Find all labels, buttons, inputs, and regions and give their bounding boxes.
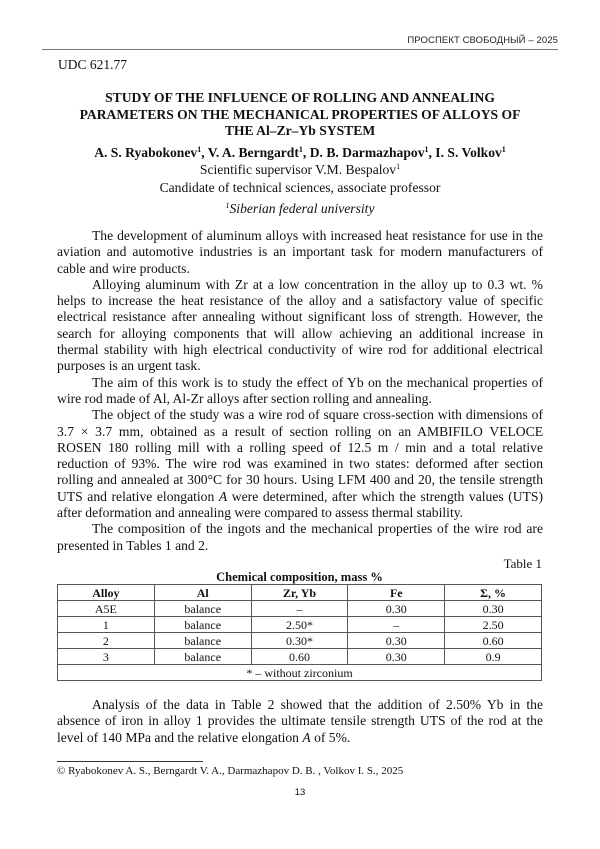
paragraph: [57, 697, 543, 746]
page-number: 13: [294, 787, 306, 798]
affiliation: [40, 201, 560, 217]
table-cell: 0.9: [445, 649, 542, 665]
column-header: Alloy: [58, 585, 155, 601]
affil-text: Siberian federal university: [229, 201, 375, 216]
analysis-text: [57, 697, 543, 746]
table-cell: 2.50*: [251, 617, 348, 633]
table-row: [58, 649, 542, 665]
table-cell: 0.30: [348, 601, 445, 617]
table-cell: –: [251, 601, 348, 617]
paragraph-text: were determined, after which the strength values (UTS) after deformation and annealing were compared to assess thermal stability.: [57, 488, 544, 521]
table-label: Table 1: [503, 556, 542, 571]
paragraph-text: Analysis of the data in Table 2 showed that the addition of 2.50% Yb in the absence of iron in alloy 1 provides the ultimate tensile strength UTS of the rod at the level of 140 MPa and the relative elongation: [57, 697, 543, 745]
udc-code: UDC 621.77: [58, 57, 128, 72]
table-note: * – without zirconium: [58, 665, 542, 681]
table-cell: 0.30: [348, 633, 445, 649]
table-cell: 1: [58, 617, 155, 633]
table-note-row: [58, 665, 542, 681]
title-line: PARAMETERS ON THE MECHANICAL PROPERTIES OF ALLOYS OF: [79, 106, 521, 122]
supervisor-affil-marker: 1: [396, 162, 401, 171]
author-list: [40, 145, 560, 161]
table-cell: 0.30: [445, 601, 542, 617]
body-text: [57, 228, 543, 554]
column-header: Zr, Yb: [251, 585, 348, 601]
table-cell: balance: [154, 617, 251, 633]
title-line: THE Al–Zr–Yb SYSTEM: [224, 123, 376, 138]
column-header: Al: [154, 585, 251, 601]
table-row: [58, 601, 542, 617]
paragraph: The aim of this work is to study the effect of Yb on the mechanical properties of wire rod made of Al, Al-Zr alloys after section rolling and annealing.: [57, 374, 543, 406]
scientific-supervisor: [40, 162, 560, 178]
title-line: STUDY OF THE INFLUENCE OF ROLLING AND ANNEALING: [105, 90, 495, 105]
composition-table: [57, 584, 542, 681]
elongation-symbol: A: [302, 729, 311, 745]
table-cell: 0.60: [445, 633, 542, 649]
table-cell: 2: [58, 633, 155, 649]
paragraph: The development of aluminum alloys with increased heat resistance for use in the aviation and automotive industries is an important task for modern manufacturers of cable and wire products.: [57, 228, 543, 276]
author-separator: ,: [428, 145, 436, 160]
paper-title: [40, 90, 560, 140]
table-cell: balance: [154, 601, 251, 617]
affil-marker: 1: [225, 201, 230, 210]
table-caption: Chemical composition, mass %: [216, 570, 383, 584]
table-cell: 0.60: [251, 649, 348, 665]
table-row: [58, 617, 542, 633]
footnote-divider: [57, 761, 203, 762]
table-cell: 3: [58, 649, 155, 665]
table-cell: 2.50: [445, 617, 542, 633]
author-name: D. B. Darmazhapov: [309, 145, 425, 160]
copyright-footnote: © Ryabokonev A. S., Berngardt V. A., Darmazhapov D. B. , Volkov I. S., 2025: [57, 765, 404, 777]
table-cell: –: [348, 617, 445, 633]
column-header: Fe: [348, 585, 445, 601]
table-cell: 0.30*: [251, 633, 348, 649]
author-affil-marker: 1: [501, 145, 506, 154]
paragraph: The composition of the ingots and the mechanical properties of the wire rod are presented in Tables 1 and 2.: [57, 521, 543, 553]
column-header: Σ, %: [445, 585, 542, 601]
author-separator: ,: [201, 145, 208, 160]
author-name: V. A. Berngardt: [207, 145, 299, 160]
author-affil-marker: 1: [197, 145, 202, 154]
running-head: ПРОСПЕКТ СВОБОДНЫЙ – 2025: [42, 35, 558, 50]
table-cell: 0.30: [348, 649, 445, 665]
author-name: A. S. Ryabokonev: [94, 145, 198, 160]
paragraph-text: The object of the study was a wire rod of square cross-section with dimensions of 3.7 × 3.7 mm, obtained as a result of section rolling on an AMBIFILO VELOCE ROSEN 180 rolling mill with a rolling speed of 12.5 m / min and a total relative reduction of 93%. The wire rod was examined in two states: deformed after section rolling and annealed at 300°C for 30 hours. Using LFM 400 and 20, the tensile strength UTS and relative elongation: [57, 407, 543, 504]
table-cell: A5E: [58, 601, 155, 617]
supervisor-text: Scientific supervisor V.M. Bespalov: [199, 162, 397, 177]
table-cell: balance: [154, 649, 251, 665]
author-affil-marker: 1: [298, 145, 303, 154]
table-header-row: [58, 585, 542, 601]
author-separator: ,: [302, 145, 310, 160]
table-cell: balance: [154, 633, 251, 649]
elongation-symbol: A: [218, 488, 228, 504]
paragraph-text: of 5%.: [310, 729, 351, 745]
supervisor-degree: Candidate of technical sciences, associate professor: [159, 180, 441, 195]
paragraph: Alloying aluminum with Zr at a low concentration in the alloy up to 0.3 wt. % helps to increase the heat resistance of the alloy and a satisfactory value of specific electrical resistance after annealing without significant loss of strength. However, the search for alloying components that will allow achieving an additional increase in thermal stability with high electrical conductivity of wire rod for additional electrical purposes is an urgent task.: [57, 276, 543, 374]
author-name: I. S. Volkov: [435, 145, 502, 160]
author-affil-marker: 1: [424, 145, 429, 154]
table-row: [58, 633, 542, 649]
paragraph: [57, 407, 543, 521]
